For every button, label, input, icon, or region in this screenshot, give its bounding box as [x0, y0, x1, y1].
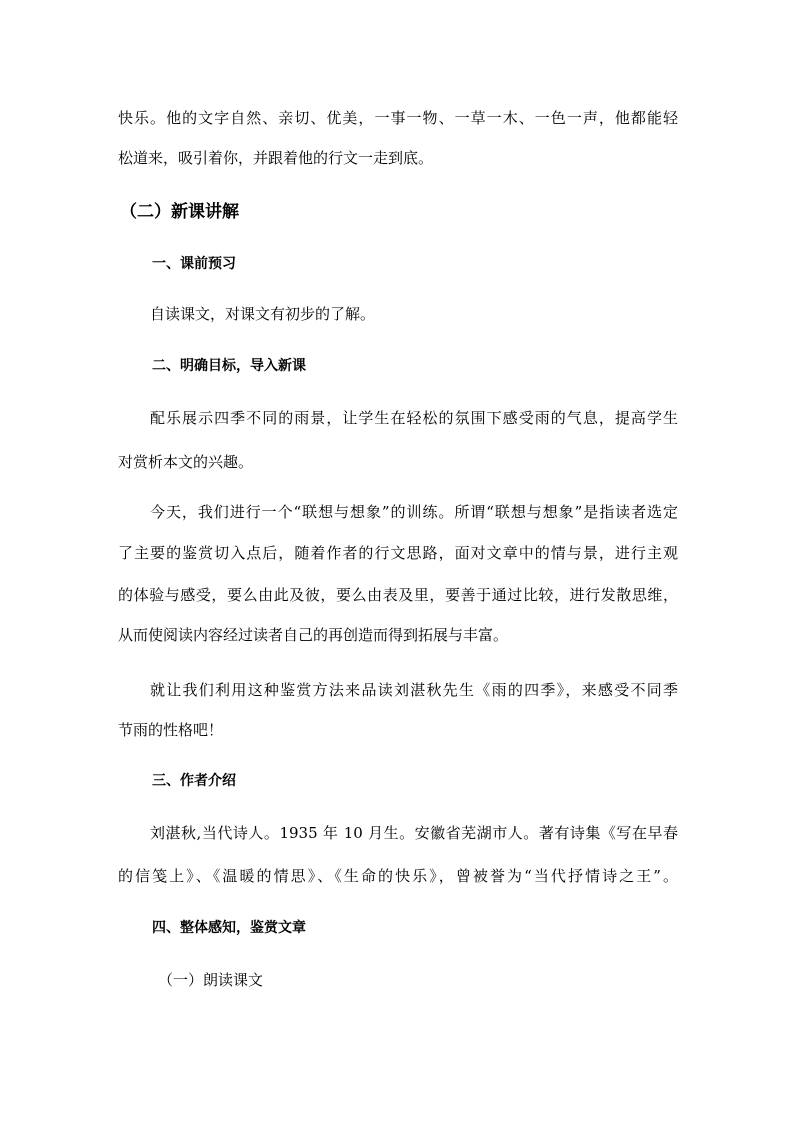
paragraph-line: 的信笺上》、《温暖的情思》、《生命的快乐》，曾被誉为“当代抒情诗之王”。 [118, 867, 678, 885]
paragraph-line: 快乐。他的文字自然、亲切、优美，一事一物、一草一木、一色一声，他都能轻 [118, 109, 678, 127]
subsection-heading: 三、作者介绍 [152, 773, 236, 789]
paragraph-line: 对赏析本文的兴趣。 [118, 453, 254, 471]
paragraph-line: 的体验与感受，要么由此及彼，要么由表及里，要善于通过比较，进行发散思维， [118, 586, 678, 604]
paragraph-line: 配乐展示四季不同的雨景，让学生在轻松的氛围下感受雨的气息，提高学生 [150, 409, 678, 427]
paragraph-line: 了主要的鉴赏切入点后，随着作者的行文思路，面对文章中的情与景，进行主观 [118, 544, 678, 562]
paragraph-line: 松道来，吸引着你，并跟着他的行文一走到底。 [118, 149, 434, 167]
paragraph-line: 节雨的性格吧！ [118, 721, 224, 739]
section-heading: （二）新课讲解 [120, 202, 239, 222]
paragraph-line: 自读课文，对课文有初步的了解。 [150, 305, 376, 323]
subsection-heading: 二、明确目标，导入新课 [152, 358, 306, 374]
subsection-heading: 一、课前预习 [152, 256, 236, 272]
paragraph-line: 从而使阅读内容经过读者自己的再创造而得到拓展与丰富。 [118, 626, 509, 644]
sub-subsection-heading: （一）朗读课文 [158, 971, 264, 989]
paragraph-line: 今天，我们进行一个“联想与想象”的训练。所谓“联想与想象”是指读者选定 [150, 503, 678, 521]
paragraph-line: 就让我们利用这种鉴赏方法来品读刘湛秋先生《雨的四季》，来感受不同季 [150, 681, 678, 699]
subsection-heading: 四、整体感知，鉴赏文章 [152, 920, 306, 936]
paragraph-line: 刘湛秋,当代诗人。1935 年 10 月生。安徽省芜湖市人。著有诗集《写在早春 [150, 824, 678, 842]
